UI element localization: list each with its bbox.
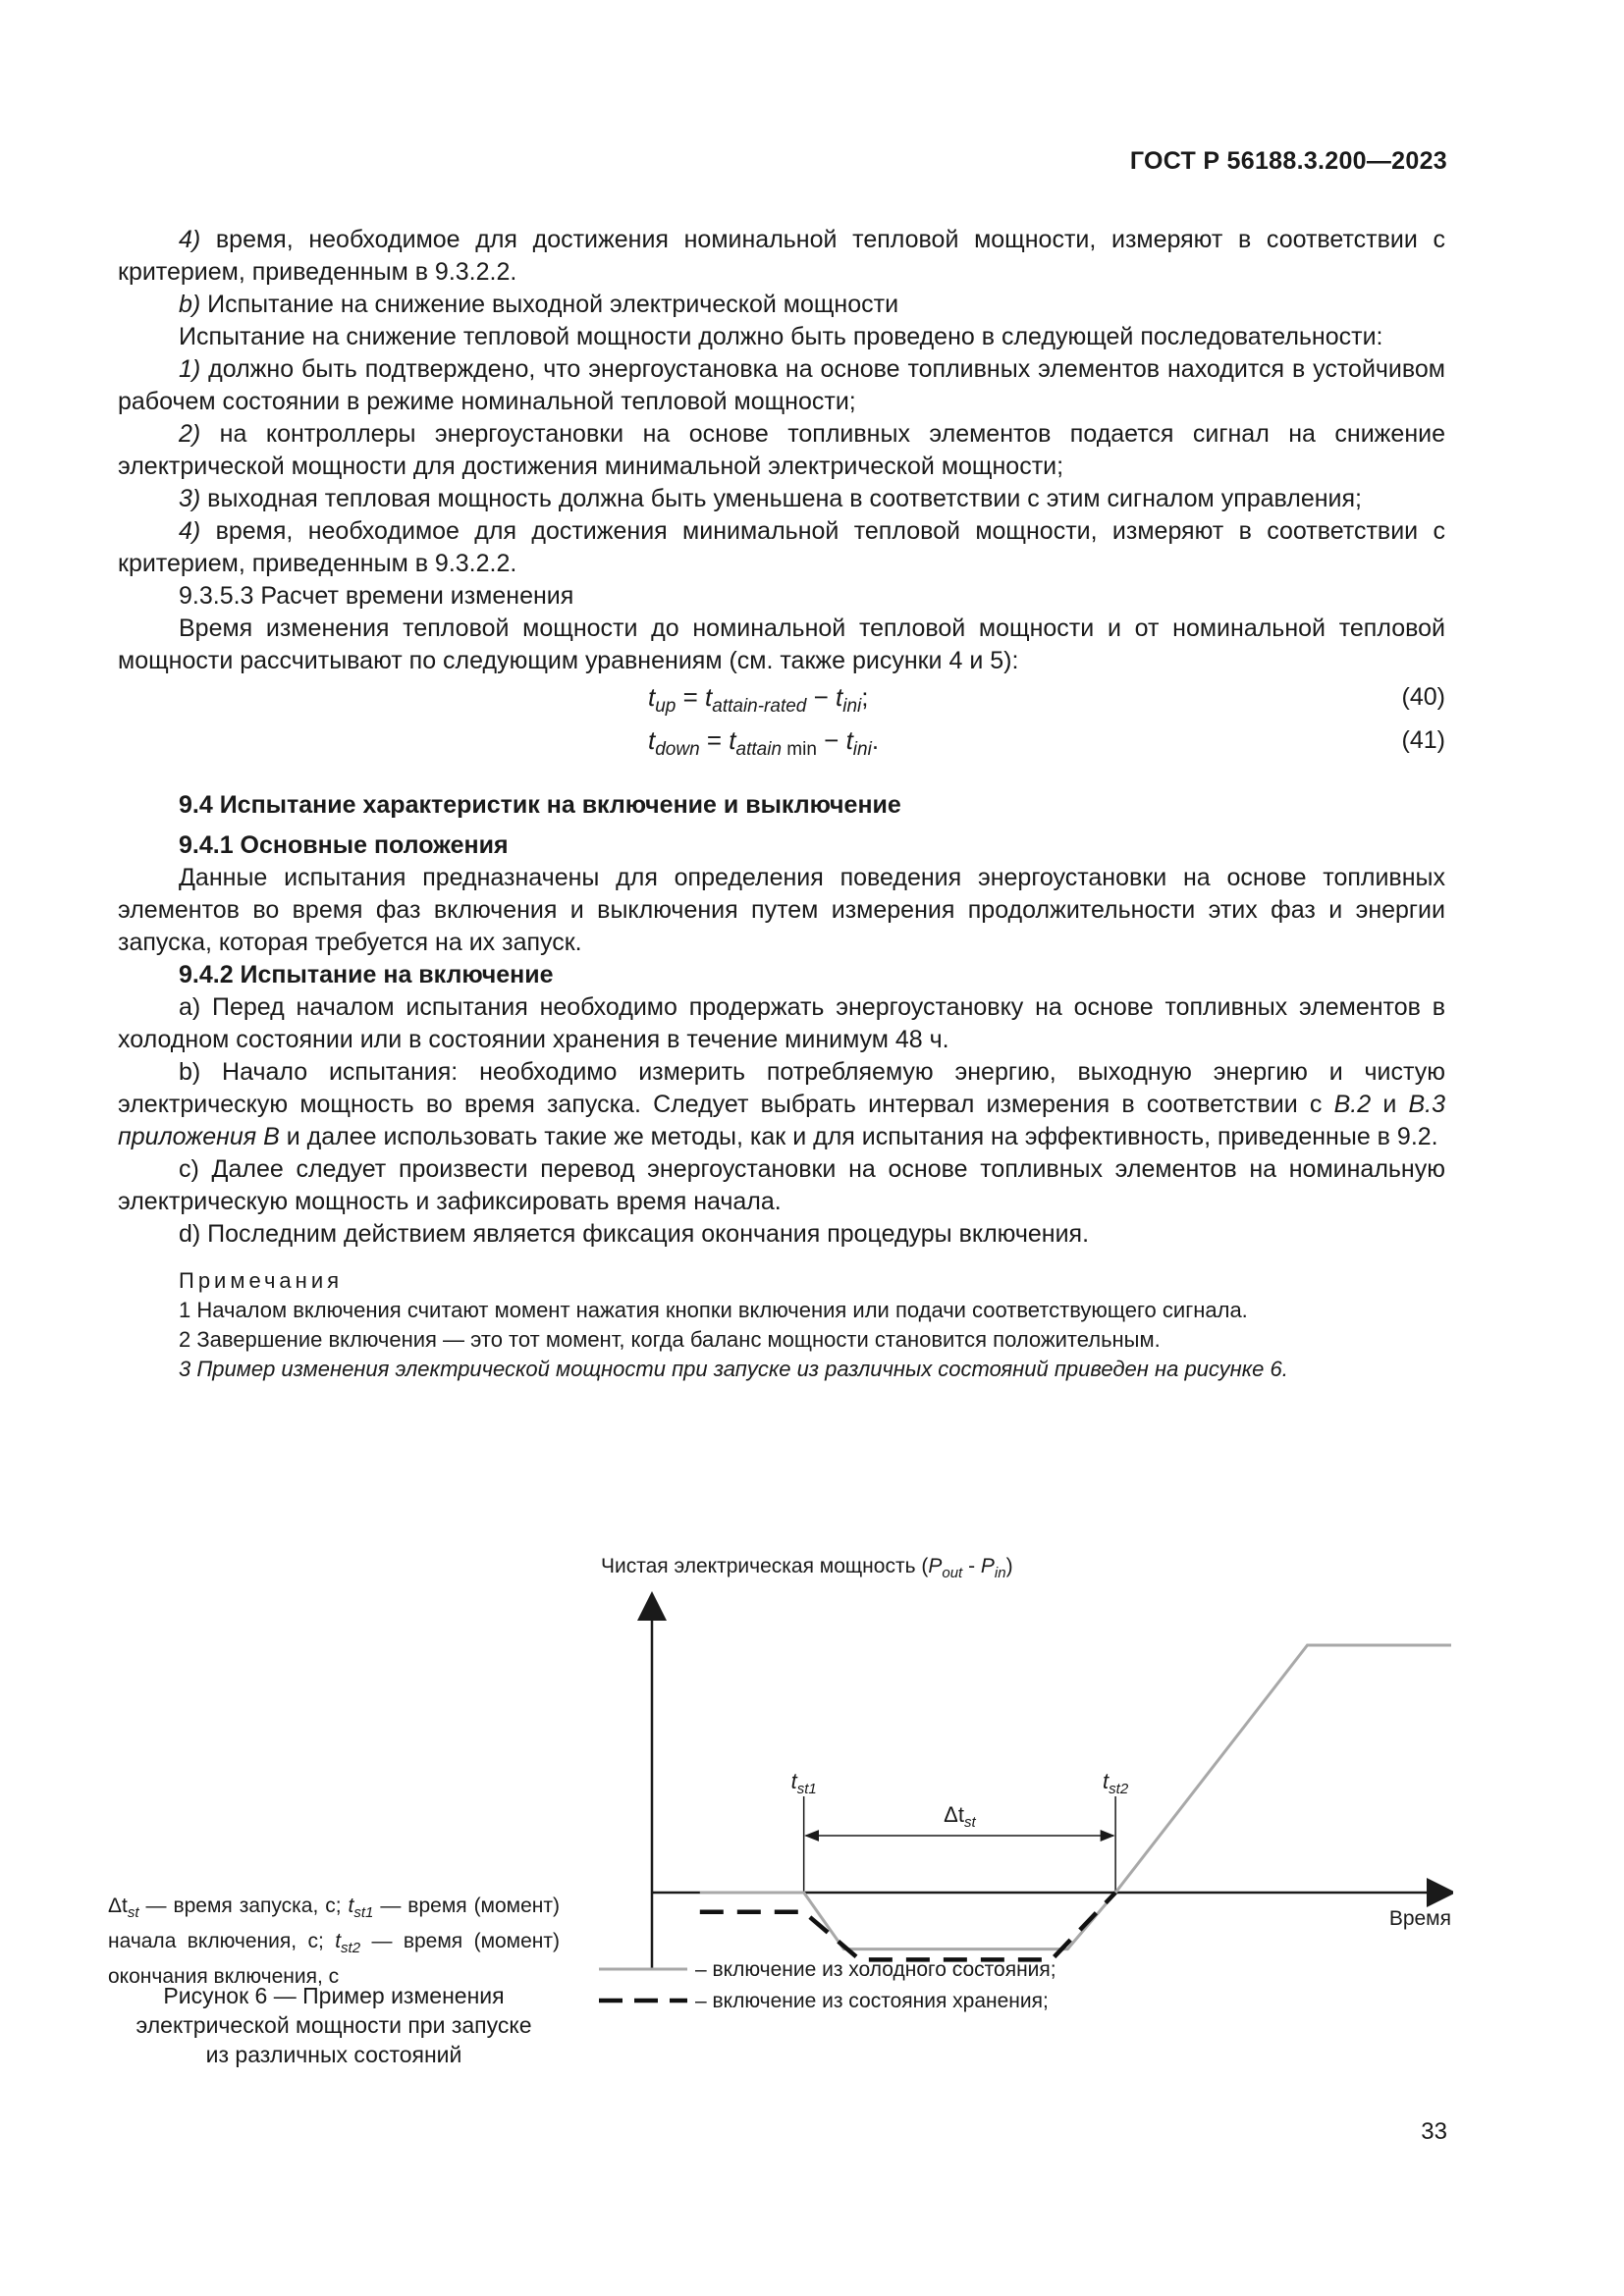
paragraph (118, 353, 1445, 418)
list-number: b) (179, 291, 201, 318)
equation-number: (41) (1401, 726, 1445, 754)
notes-title: Примечания (179, 1268, 344, 1293)
figure-caption: Рисунок 6 — Пример изменения электрической мощности при запуске из различных состояний (135, 1983, 532, 2067)
equation-formula: $t_{up} = t_{attain-rated} - t_{ini}$; (648, 682, 869, 718)
paragraph: Данные испытания предназначены для определения поведения энергоустановки на основе топливных элементов во время фаз включения и выключения путем измерения продолжительности этих фаз и энергии запуска, которая требуется на их запуск. (118, 864, 1445, 956)
paragraph-text: должно быть подтверждено, что энергоустановка на основе топливных элементов находится в устойчивом рабочем состоянии в режиме номинальной тепловой мощности; (118, 355, 1445, 415)
x-axis-label: Время (1388, 1907, 1451, 1930)
paragraph (118, 224, 1445, 289)
subsection-heading: 9.4.2 Испытание на включение (179, 961, 554, 988)
tst1-label: $t_{st1}$ (790, 1769, 817, 1797)
paragraph (118, 289, 1445, 321)
legend-label-cold: – включение из холодного состояния; (695, 1958, 1056, 1981)
paragraph (118, 483, 1445, 515)
paragraph: c) Далее следует произвести перевод энергоустановки на основе топливных элементов на номинальную электрическую мощность и зафиксировать время начала. (118, 1155, 1445, 1215)
figure-legend: $\Delta t_{st}$ — время запуска, с; $t_{st1}$ — время (момент) начала включения, с; $t_{st2}$ — время (момент) окончания включения, с (108, 1895, 561, 1989)
paragraph (118, 418, 1445, 483)
paragraph-text: на контроллеры энергоустановки на основе топливных элементов подается сигнал на снижение электрической мощности для достижения минимальной электрической мощности; (118, 420, 1445, 480)
paragraph: Испытание на снижение тепловой мощности должно быть проведено в следующей последовательности: (179, 323, 1383, 350)
paragraph-text: выходная тепловая мощность должна быть уменьшена в соответствии с этим сигналом управления; (200, 485, 1362, 512)
equation-formula: $t_{down} = t_{attain min} - t_{ini}$. (648, 725, 880, 761)
standard-header: ГОСТ Р 56188.3.200—2023 (1129, 147, 1447, 175)
paragraph: d) Последним действием является фиксация окончания процедуры включения. (179, 1220, 1090, 1248)
legend-label-storage: – включение из состояния хранения; (695, 1990, 1049, 2012)
note-item: 1 Началом включения считают момент нажатия кнопки включения или подачи соответствующего сигнала. (179, 1298, 1248, 1322)
list-number: 1) (179, 355, 201, 383)
body-text (118, 224, 1445, 1384)
note-item: 2 Завершение включения — это тот момент, когда баланс мощности становится положительным. (179, 1327, 1161, 1352)
delta-tst-label: $\Delta t_{st}$ (944, 1802, 976, 1831)
subsection-title: 9.3.5.3 Расчет времени изменения (179, 582, 574, 610)
paragraph (118, 515, 1445, 580)
list-number: 3) (179, 485, 201, 512)
page-number: 33 (1421, 2118, 1447, 2145)
list-number: 2) (179, 420, 201, 448)
paragraph: a) Перед началом испытания необходимо продержать энергоустановку на основе топливных элементов в холодном состоянии или в состоянии хранения в течение минимум 48 ч. (118, 993, 1445, 1053)
equation-40 (118, 681, 1445, 721)
subsection-heading: 9.4.1 Основные положения (179, 831, 509, 859)
note-item: 3 Пример изменения электрической мощности при запуске из различных состояний приведен на рисунке 6. (179, 1357, 1288, 1381)
paragraph-text: время, необходимое для достижения минимальной тепловой мощности, измеряют в соответствии с критерием, приведенным в 9.3.2.2. (118, 517, 1445, 577)
equation-41 (118, 724, 1445, 764)
list-number: 4) (179, 226, 201, 253)
paragraph-text: время, необходимое для достижения номинальной тепловой мощности, измеряют в соответствии с критерием, приведенным в 9.3.2.2. (118, 226, 1445, 286)
list-number: 4) (179, 517, 201, 545)
figure-6-chart (589, 1537, 1453, 2018)
equation-number: (40) (1401, 683, 1445, 711)
paragraph: Время изменения тепловой мощности до номинальной тепловой мощности и от номинальной тепловой мощности рассчитывают по следующим уравнениям (см. также рисунки 4 и 5): (118, 614, 1445, 674)
paragraph-text: Испытание на снижение выходной электрической мощности (200, 291, 899, 318)
paragraph: b) Начало испытания: необходимо измерить потребляемую энергию, выходную энергию и чистую электрическую мощность во время запуска. Следует выбрать интервал измерения в соответствии с B.2 и B.3 приложения B и далее использовать такие же методы, как и для испытания на эффективность, приведенные в 9.2. (118, 1058, 1445, 1150)
section-heading: 9.4 Испытание характеристик на включение и выключение (179, 791, 901, 819)
tst2-label: $t_{st2}$ (1103, 1769, 1129, 1797)
cross-reference: B.2 (1333, 1091, 1372, 1118)
notes-block (118, 1266, 1445, 1384)
y-axis-label: Чистая электрическая мощность $(P_{out} - P_{in})$ (601, 1555, 1013, 1581)
cross-reference: B.3 приложения B (118, 1091, 1445, 1150)
